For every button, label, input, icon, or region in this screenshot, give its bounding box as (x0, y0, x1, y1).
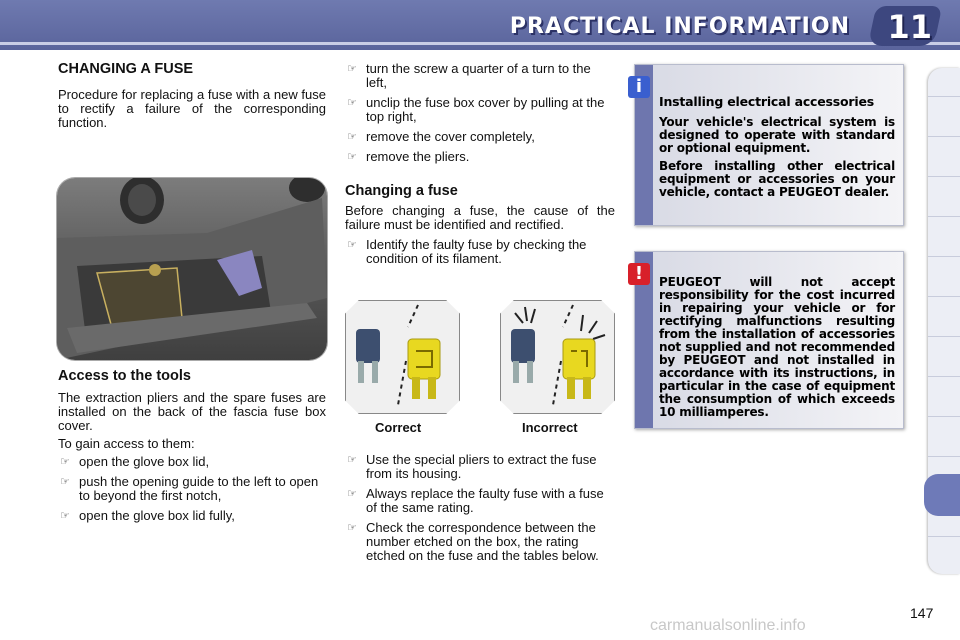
air-vent-left-inner (128, 184, 156, 216)
label-correct: Correct (375, 420, 422, 435)
chapter-tab[interactable] (928, 96, 960, 97)
fuse-yellow (563, 339, 595, 379)
fuse-yellow-leg (583, 377, 591, 399)
fuse-blue-leg (358, 361, 364, 383)
info-text: Before installing other electrical equipment or accessories on your vehicle, contact a PEUGEOT dealer. (659, 159, 895, 199)
fuse-blue-leg (527, 361, 533, 383)
cover-screw (149, 264, 161, 276)
middle-column-lower (345, 453, 615, 563)
warning-text: PEUGEOT will not accept responsibility for the cost incurred in repairing your vehicle or for rectifying malfunctions resulting from the installation of accessories not supplied and not recommended by PEUGEOT and not installed in accordance with its instructions, in particular in the case of equipment the consumption of which exceeds 10 milliamperes. (659, 275, 895, 419)
step-item: ☞ unclip the fuse box cover by pulling at the top right, (345, 96, 615, 124)
tools-heading: Access to the tools (58, 368, 191, 384)
left-column (58, 62, 326, 130)
fuse-yellow-leg (428, 377, 436, 399)
air-vent-right (289, 178, 325, 202)
identify-step: ☞ Identify the faulty fuse by checking the condition of its filament. (345, 238, 615, 266)
step-item: ☞ remove the cover completely, (345, 130, 615, 144)
intro-text: Procedure for replacing a fuse with a new fuse to rectify a failure of the corresponding function. (58, 87, 326, 130)
fuse-blue-leg (372, 361, 378, 383)
middle-column (345, 62, 615, 266)
left-column-lower (58, 369, 326, 523)
glovebox-illustration (57, 178, 327, 360)
step-item: ☞ remove the pliers. (345, 150, 615, 164)
fuse-correct-illustration (345, 300, 460, 414)
warning-box (634, 251, 904, 429)
label-incorrect: Incorrect (522, 420, 578, 435)
step-item: ☞ push the opening guide to the left to open to beyond the first notch, (58, 475, 326, 503)
info-text: Your vehicle's electrical system is designed to operate with standard or optional equipment. (659, 115, 895, 155)
fuse-blue (511, 329, 535, 363)
chapter-tab[interactable] (928, 296, 960, 297)
chapter-tab[interactable] (928, 536, 960, 537)
step-item: ☞ turn the screw a quarter of a turn to the left, (345, 62, 615, 90)
info-box (634, 64, 904, 226)
chapter-tab-active[interactable] (924, 474, 960, 516)
warning-icon: ! (628, 263, 650, 285)
chapter-tab[interactable] (928, 136, 960, 137)
chapter-tab[interactable] (928, 416, 960, 417)
fuse-yellow-leg (412, 377, 420, 399)
chapter-tab[interactable] (928, 456, 960, 457)
fuse-correct-svg (346, 301, 459, 413)
step-item: ☞ open the glove box lid, (58, 455, 326, 469)
fuse-yellow-leg (567, 377, 575, 399)
fuse-yellow (408, 339, 440, 379)
page-number: 147 (910, 605, 934, 621)
fuse-blue-leg (513, 361, 519, 383)
step-item: ☞ Check the correspondence between the number etched on the box, the rating etched on the fuse and the tables below. (345, 521, 615, 563)
step-item: ☞ open the glove box lid fully, (58, 509, 326, 523)
info-title: Installing electrical accessories (659, 94, 874, 109)
chapter-tab[interactable] (928, 336, 960, 337)
access-lead: To gain access to them: (58, 436, 195, 451)
fuse-incorrect-svg (501, 301, 614, 413)
chapter-tab[interactable] (928, 216, 960, 217)
tools-text: The extraction pliers and the spare fuses are installed on the back of the fascia fuse box cover. (58, 390, 326, 433)
watermark: carmanualsonline.info (650, 617, 806, 634)
chapter-tab[interactable] (928, 256, 960, 257)
info-box-content (659, 95, 895, 199)
section-heading: CHANGING A FUSE (58, 61, 194, 77)
chapter-number: 11 (887, 8, 932, 46)
glovebox-photo (57, 178, 327, 360)
chapter-tab[interactable] (928, 376, 960, 377)
page-title: PRACTICAL INFORMATION (509, 14, 850, 39)
info-icon: i (628, 76, 650, 98)
fuse-incorrect-illustration (500, 300, 615, 414)
step-item: ☞ Always replace the faulty fuse with a fuse of the same rating. (345, 487, 615, 515)
changing-text: Before changing a fuse, the cause of the failure must be identified and rectified. (345, 203, 615, 232)
header-divider (0, 42, 960, 45)
changing-heading: Changing a fuse (345, 183, 458, 199)
fuse-blue (356, 329, 380, 363)
step-item: ☞ Use the special pliers to extract the fuse from its housing. (345, 453, 615, 481)
chapter-tab[interactable] (928, 176, 960, 177)
